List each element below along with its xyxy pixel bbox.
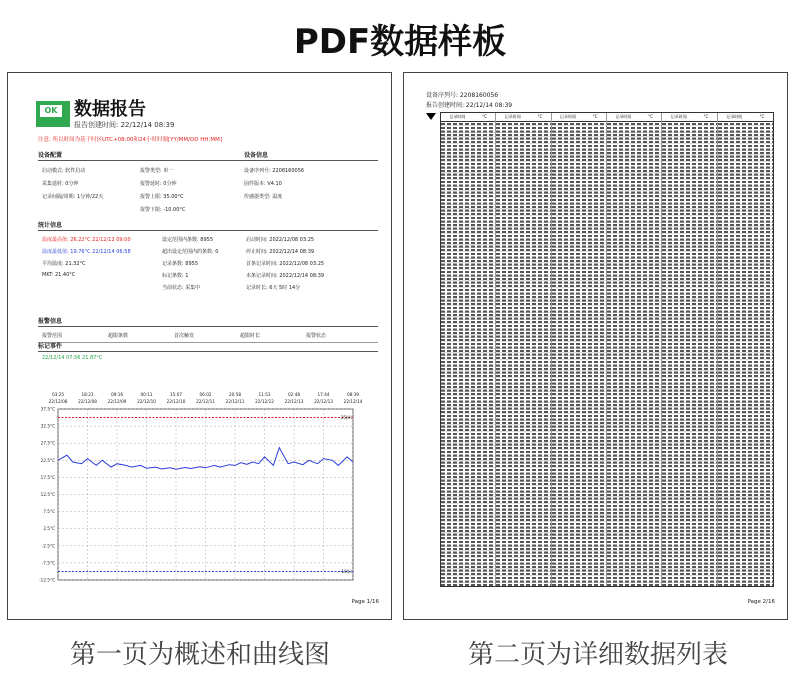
- header-time: 记录时间: [504, 114, 521, 119]
- data-rows: [552, 122, 606, 586]
- alarm-high: 报警上限: 35.00°C: [140, 194, 184, 200]
- x-tick-time: 15:07: [169, 392, 183, 397]
- caption-page2: 第二页为详细数据列表: [467, 640, 728, 670]
- alarm-col-status: 报警状态: [306, 333, 327, 339]
- data-column-group: [662, 113, 717, 586]
- report-created: 报告创建时间: 22/12/14 08:39: [426, 102, 513, 109]
- device-info-heading: 设备信息: [244, 152, 269, 159]
- ok-logo-text: OK: [40, 105, 62, 117]
- data-rows: [718, 122, 773, 586]
- x-tick-time: 20:58: [228, 392, 242, 397]
- mark-count: 标记条数: 1: [162, 273, 189, 279]
- x-tick-time: 11:53: [258, 392, 271, 397]
- x-tick-date: 22/12/11: [225, 399, 245, 404]
- x-tick-date: 22/12/13: [314, 399, 333, 404]
- marks-heading: 标记事件: [38, 343, 63, 350]
- header-time: 记录时间: [449, 114, 466, 119]
- x-tick-time: 08:39: [346, 392, 360, 397]
- triangle-marker-icon: [426, 113, 436, 120]
- header-time: 记录时间: [615, 114, 632, 119]
- y-tick-label: 12.5°C: [40, 492, 55, 497]
- x-tick-date: 22/12/10: [137, 399, 156, 404]
- data-column-group: [441, 113, 496, 586]
- x-tick-time: 02:48: [287, 392, 301, 397]
- data-column-group: [496, 113, 551, 586]
- y-tick-label: -12.5°C: [39, 577, 55, 583]
- row-fill: [441, 122, 495, 586]
- row-fill: [607, 122, 661, 586]
- x-tick-time: 17:44: [317, 392, 330, 397]
- column-header: [718, 113, 773, 122]
- x-tick-time: 09:16: [110, 392, 124, 397]
- record-duration: 记录时长: 6天 5时 14分: [246, 285, 301, 291]
- y-tick-label: 2.5°C: [43, 526, 55, 532]
- y-tick-label: -2.5°C: [41, 543, 55, 549]
- x-tick-date: 22/12/09: [107, 399, 127, 404]
- alarm-col-count: 超限条数: [108, 333, 129, 339]
- page-number: Page 2/16: [747, 599, 775, 605]
- data-column-group: [718, 113, 773, 586]
- y-tick-label: 17.5°C: [40, 474, 55, 480]
- y-tick-label: 32.5°C: [40, 423, 55, 429]
- alarm-low: 报警下限: -10.00°C: [140, 207, 186, 213]
- temp-max: 温度最高值: 26.22°C 22/12/12 09:00: [42, 237, 131, 243]
- alarm-col-first: 首次触发: [174, 333, 195, 339]
- start-delay: 采集延时: 0分钟: [42, 181, 79, 187]
- y-tick-label: 22.5°C: [40, 457, 55, 463]
- last-record-time: 末条记录时间: 2022/12/14 08:39: [246, 273, 325, 279]
- y-tick-label: 27.5°C: [40, 440, 55, 446]
- page-title: PDF数据样板: [293, 22, 507, 62]
- data-rows: [662, 122, 716, 586]
- data-rows: [607, 122, 661, 586]
- sensor-type: 传感器类型: 温度: [244, 194, 283, 200]
- upper-limit-label: 35(H): [340, 415, 352, 421]
- column-header: [441, 113, 495, 122]
- in-range-count: 设定范围内条数: 8955: [162, 237, 213, 243]
- y-tick-label: -7.5°C: [41, 560, 55, 566]
- x-tick-date: 22/12/13: [284, 399, 304, 404]
- x-tick-time: 18:21: [81, 392, 94, 397]
- caption-page1: 第一页为概述和曲线图: [69, 640, 330, 670]
- report-page-1: [7, 72, 392, 620]
- record-count: 记录条数: 8955: [162, 261, 198, 267]
- header-temp: °C: [482, 114, 487, 119]
- x-tick-date: 22/12/10: [166, 399, 186, 404]
- stop-time: 停止时间: 2022/12/14 08:39: [246, 249, 315, 255]
- report-created: 报告创建时间: 22/12/14 08:39: [74, 121, 175, 129]
- column-header: [607, 113, 661, 122]
- row-fill: [662, 122, 716, 586]
- alarm-col-range: 报警范围: [42, 333, 63, 339]
- row-fill: [718, 122, 773, 586]
- data-table: [440, 112, 774, 587]
- x-tick-time: 03:25: [51, 392, 65, 397]
- temp-min: 温度最低值: 19.76°C 22/12/14 06:58: [42, 249, 131, 255]
- x-tick-date: 22/12/08: [78, 399, 97, 404]
- data-rows: [496, 122, 550, 586]
- x-tick-date: 22/12/11: [196, 399, 215, 404]
- alarm-col-duration: 超限时长: [240, 333, 261, 339]
- firmware: 固件版本: V4.10: [244, 181, 282, 187]
- alarm-heading: 报警信息: [38, 318, 63, 325]
- first-record-time: 首条记录时间: 2022/12/08 03:25: [246, 261, 325, 267]
- current-status: 当前状态: 采集中: [162, 285, 201, 291]
- y-tick-label: 7.5°C: [43, 509, 55, 515]
- report-page-2: [403, 72, 788, 620]
- data-column-group: [552, 113, 607, 586]
- record-interval: 记录间隔/周期: 1分钟/22天: [42, 194, 104, 200]
- alarm-type: 报警类型: 单一: [140, 168, 174, 174]
- column-header: [496, 113, 550, 122]
- data-rows: [441, 122, 495, 586]
- data-column-group: [607, 113, 662, 586]
- temp-mkt: MKT: 21.40°C: [42, 272, 76, 278]
- x-tick-date: 22/12/08: [48, 399, 68, 404]
- out-range-count: 超出设定范围内的条数: 0: [162, 249, 219, 255]
- header-temp: °C: [648, 114, 653, 119]
- header-time: 记录时间: [726, 114, 743, 119]
- x-tick-date: 22/12/12: [255, 399, 274, 404]
- row-fill: [552, 122, 606, 586]
- row-fill: [496, 122, 550, 586]
- alarm-delay: 报警延时: 0分钟: [140, 181, 177, 187]
- temp-avg: 平均温度: 21.32°C: [42, 261, 86, 267]
- header-temp: °C: [537, 114, 543, 119]
- mark-event: 22/12/14 07:56 21.87°C: [42, 355, 103, 361]
- column-header: [662, 113, 716, 122]
- device-serial: 设备序列号: 2208160056: [244, 168, 305, 174]
- report-title: 数据报告: [74, 99, 146, 120]
- temperature-chart: [8, 73, 392, 620]
- y-tick-label: 37.5°C: [40, 406, 55, 412]
- x-tick-date: 22/12/14: [343, 399, 363, 404]
- column-header: [552, 113, 606, 122]
- device-serial: 设备序列号: 2208160056: [426, 92, 499, 99]
- device-config-heading: 设备配置: [38, 152, 63, 159]
- header-temp: °C: [592, 114, 598, 119]
- start-mode: 启动模式: 软件启动: [42, 168, 86, 174]
- start-time: 启动时间: 2022/12/08 03:25: [246, 237, 315, 243]
- header-time: 记录时间: [670, 114, 687, 119]
- header-time: 记录时间: [560, 114, 577, 119]
- x-tick-time: 06:02: [199, 392, 212, 397]
- header-temp: °C: [703, 114, 709, 119]
- timezone-warning: 注意: 所以时间为基于时区UTC+08:00和24小时时制[YY/MM/DD HH:MM]: [38, 137, 223, 143]
- header-temp: °C: [759, 114, 765, 119]
- lower-limit-label: -10(L): [340, 568, 352, 574]
- x-tick-time: 00:11: [140, 392, 153, 397]
- stats-heading: 统计信息: [38, 222, 63, 229]
- page-number: Page 1/16: [351, 599, 379, 605]
